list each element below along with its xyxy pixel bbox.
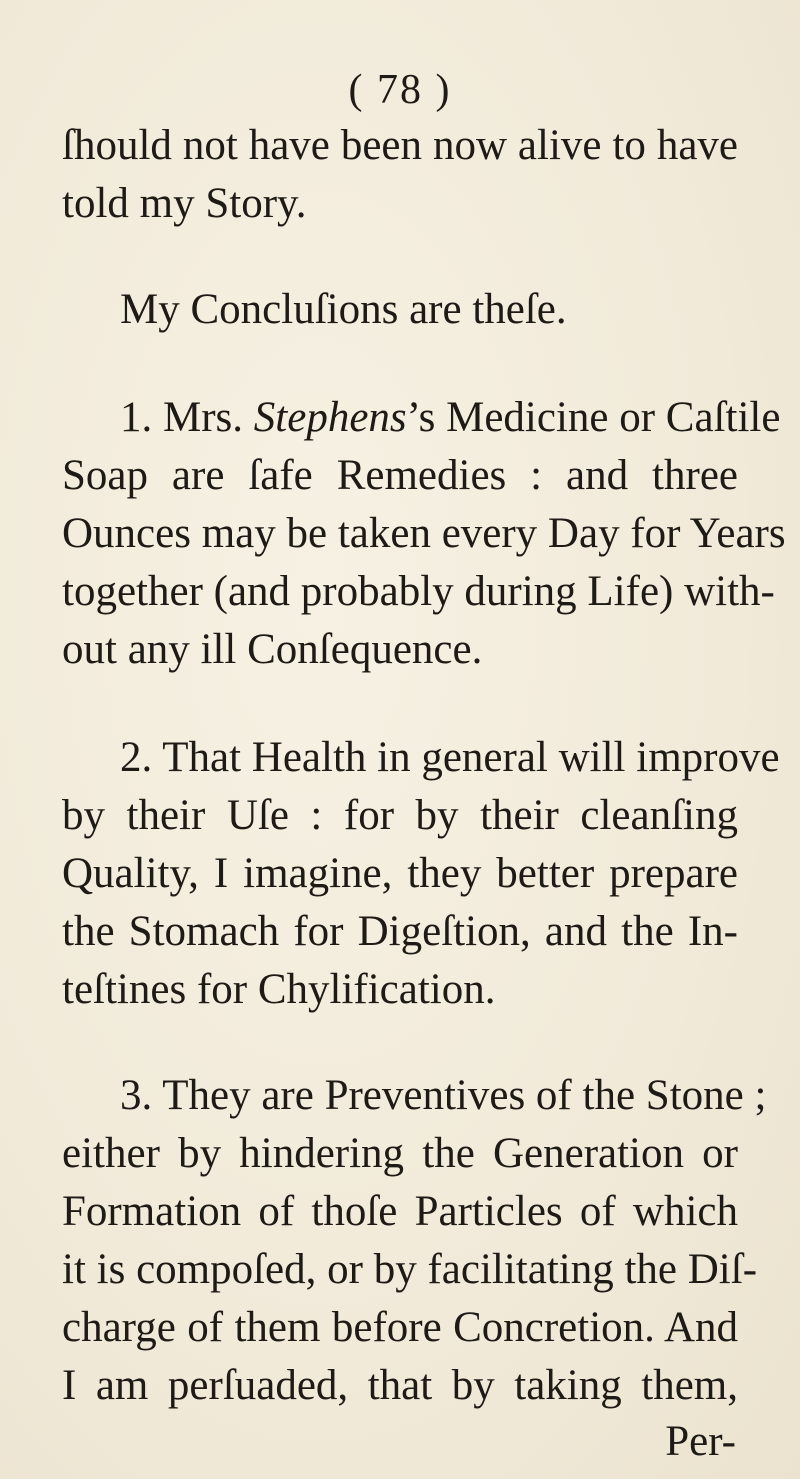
catchword: Per- — [665, 1418, 736, 1465]
conclusions-heading: My Concluſions are theſe. — [120, 286, 567, 333]
text-line-19: I am perſuaded, that by taking them, — [62, 1362, 738, 1409]
text-line-1: ſhould not have been now alive to have — [62, 122, 738, 169]
text-line-15: either by hindering the Generation or — [62, 1130, 738, 1177]
item1-prefix: 1. Mrs. — [120, 394, 244, 441]
text-line-13: teſtines for Chylification. — [62, 966, 496, 1013]
text-line-item1-start — [120, 390, 781, 446]
text-line-7: together (and probably during Life) with- — [62, 568, 775, 615]
text-line-16: Formation of thoſe Particles of which — [62, 1188, 738, 1235]
item1-name: Stephens — [253, 394, 407, 441]
page-number: ( 78 ) — [348, 67, 452, 113]
text-line-2: told my Story. — [62, 180, 307, 227]
text-line-17: it is compoſed, or by facilitating the Diſ- — [62, 1246, 758, 1293]
text-line-10: by their Uſe : for by their cleanſing — [62, 792, 738, 839]
text-line-11: Quality, I imagine, they better prepare — [62, 850, 738, 897]
text-line-6: Ounces may be taken every Day for Years — [62, 510, 786, 557]
text-line-12: the Stomach for Digeſtion, and the In- — [62, 908, 738, 955]
text-line-8: out any ill Conſequence. — [62, 626, 483, 673]
text-line-18: charge of them before Concretion. And — [62, 1304, 738, 1351]
text-line-9: 2. That Health in general will improve — [120, 734, 780, 781]
item1-rest: Medicine or Caſtile — [446, 394, 781, 441]
text-line-14: 3. They are Preventives of the Stone ; — [120, 1072, 767, 1119]
text-line-5: Soap are ſafe Remedies : and three — [62, 452, 738, 499]
item1-possessive: ’s — [406, 394, 436, 441]
